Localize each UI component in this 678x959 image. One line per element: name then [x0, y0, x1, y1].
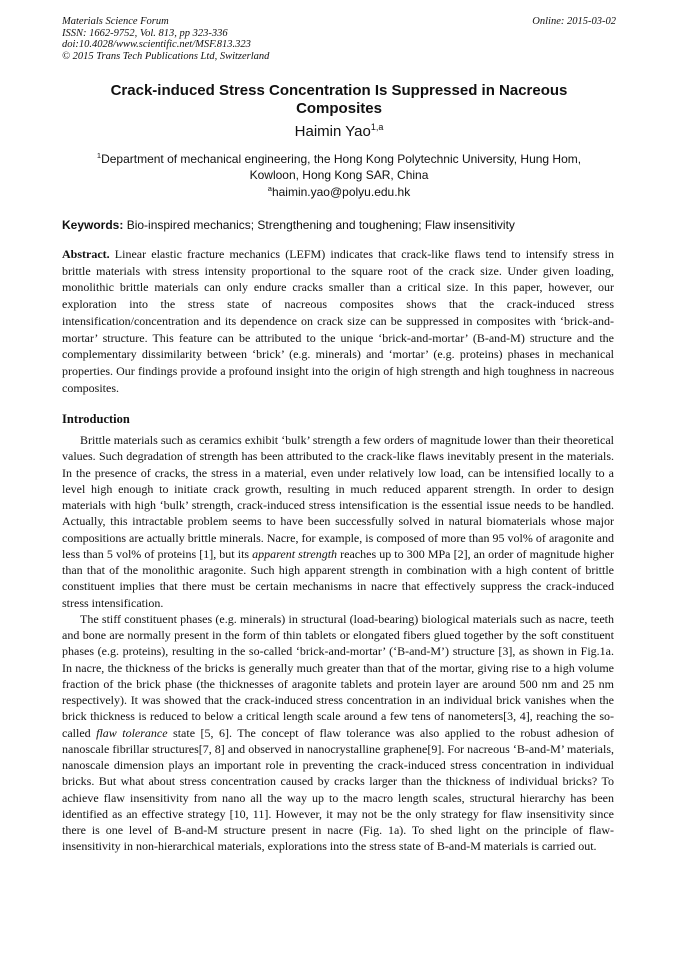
journal-copyright: © 2015 Trans Tech Publications Ltd, Switzerland [62, 50, 270, 62]
abstract [62, 246, 614, 396]
abstract-text: Linear elastic fracture mechanics (LEFM) indicates that crack-like flaws tend to intensify stress in brittle materials with stress intensity proportional to the square root of the crack size. Under given loading, monolithic brittle materials can only endure cracks smaller than a critical size. In this paper, however, our exploration into the stress state of nacreous composites shows that the crack-induced stress intensification/concentration and its dependence on crack size can be suppressed in composites with ‘brick-and-mortar’ structure. This feature can be attributed to the unique ‘brick-and-mortar’ (B-and-M) structure and the complementary dissimilarity between ‘brick’ (e.g. minerals) and ‘mortar’ (e.g. proteins) phases in mechanical properties. Our findings provide a profound insight into the origin of high strength and high toughness in nacreous composites. [62, 247, 615, 395]
author-email-line [0, 184, 678, 199]
intro-paragraph-2 [62, 611, 614, 855]
email-superscript: a [267, 184, 272, 193]
paper-title: Crack-induced Stress Concentration Is Suppressed in Nacreous Composites [110, 82, 568, 117]
online-date: Online: 2015-03-02 [532, 16, 616, 27]
intro-p2-emphasis: flaw tolerance [96, 725, 168, 740]
affiliation [75, 148, 603, 183]
journal-issn: ISSN: 1662-9752, Vol. 813, pp 323-336 [62, 27, 228, 39]
intro-paragraph-1 [62, 432, 614, 611]
affiliation-superscript: 1 [96, 151, 102, 160]
intro-p1-emphasis: apparent strength [252, 546, 338, 561]
keywords-label: Keywords: [62, 218, 124, 232]
intro-p2-text-b: state [5, 6]. The concept of flaw tolerance was also applied to the robust adhesion of nanoscale fibrillar structures[7, 8] and observed in nanocrystalline graphene[9]. For nacreous ‘B-and-M’ materials, nanoscale dimension plays an important role in preventing the crack-induced stress concentration in individual bricks. But what about stress concentration caused by cracks larger than the thickness of individual bricks? To achieve flaw insensitivity from nano all the way up to the macro length scales, structural hierarchy has been identified as an effective strategy [10, 11]. However, it may not be the only strategy for flaw insensitivity since there is one level of B-and-M structure present in nacre (Fig. 1a). To shed light on the principle of flaw-insensitivity in non-hierarchical materials, explorations into the stress state of B-and-M materials is carried out. [62, 725, 614, 854]
keywords-text: Bio-inspired mechanics; Strengthening and toughening; Flaw insensitivity [126, 218, 515, 232]
journal-doi: doi:10.4028/www.scientific.net/MSF.813.323 [62, 39, 251, 50]
author-name: Haimin Yao [294, 123, 371, 140]
affiliation-text: Department of mechanical engineering, the Hong Kong Polytechnic University, Hung Hom, Kowloon, Hong Kong SAR, China [101, 152, 582, 182]
intro-p2-text-a: The stiff constituent phases (e.g. minerals) in structural (load-bearing) biological materials such as nacre, teeth and bone are normally present in the form of thin tablets or elongated fibers glued together by the soft constituent phases (e.g. proteins), resulting in the so-called ‘brick-and-mortar’ (‘B-and-M’) structure [3], as shown in Fig.1a. In nacre, the thickness of the bricks is generally much greater than that of the mortar, giving rise to a high volume fraction of the brick phase (the thicknesses of aragonite tablets and protein layer are around 500 nm and 25 nm respectively). It was showed that the crack-induced stress concentration in an individual brick vanishes when the brick thickness is reduced to below a critical length scale around a few tens of nanometers[3, 4], reaching the so-called [62, 611, 614, 740]
journal-header [62, 16, 269, 62]
intro-p1-text-a: Brittle materials such as ceramics exhibit ‘bulk’ strength a few orders of magnitude lower than their theoretical values. Such degradation of strength has been attributed to the crack-like flaws inevitably present in the materials. In the presence of cracks, the stress in a material, even under relatively low load, can be intensified locally to a level high enough to initiate crack growth, resulting in much reduced apparent strength. In order to design materials with high ‘bulk’ strength, crack-induced stress intensification is the essential issue needs to be handled. Actually, this intractable problem seems to have been successfully solved in natural biomaterials whose major compositions are actually brittle minerals. Nacre, for example, is composed of more than 95 vol% of aragonite and less than 5 vol% of proteins [1], but its [62, 433, 614, 561]
abstract-label: Abstract. [62, 247, 110, 261]
author-email[interactable]: haimin.yao@polyu.edu.hk [271, 185, 411, 199]
keywords [62, 218, 515, 232]
section-heading-introduction: Introduction [62, 412, 130, 426]
author-superscript: 1,a [370, 122, 384, 132]
author-line [0, 122, 678, 140]
intro-p1-text-b: reaches up to 300 MPa [2], an order of magnitude higher than that of the monolithic aragonite. Such high apparent strength in combination with a high content of brittle constituent implies that there must be certain mechanisms in nacre that effectively suppress the crack-induced stress intensification. [62, 546, 615, 610]
journal-name: Materials Science Forum [62, 16, 169, 27]
introduction-body [62, 432, 614, 855]
